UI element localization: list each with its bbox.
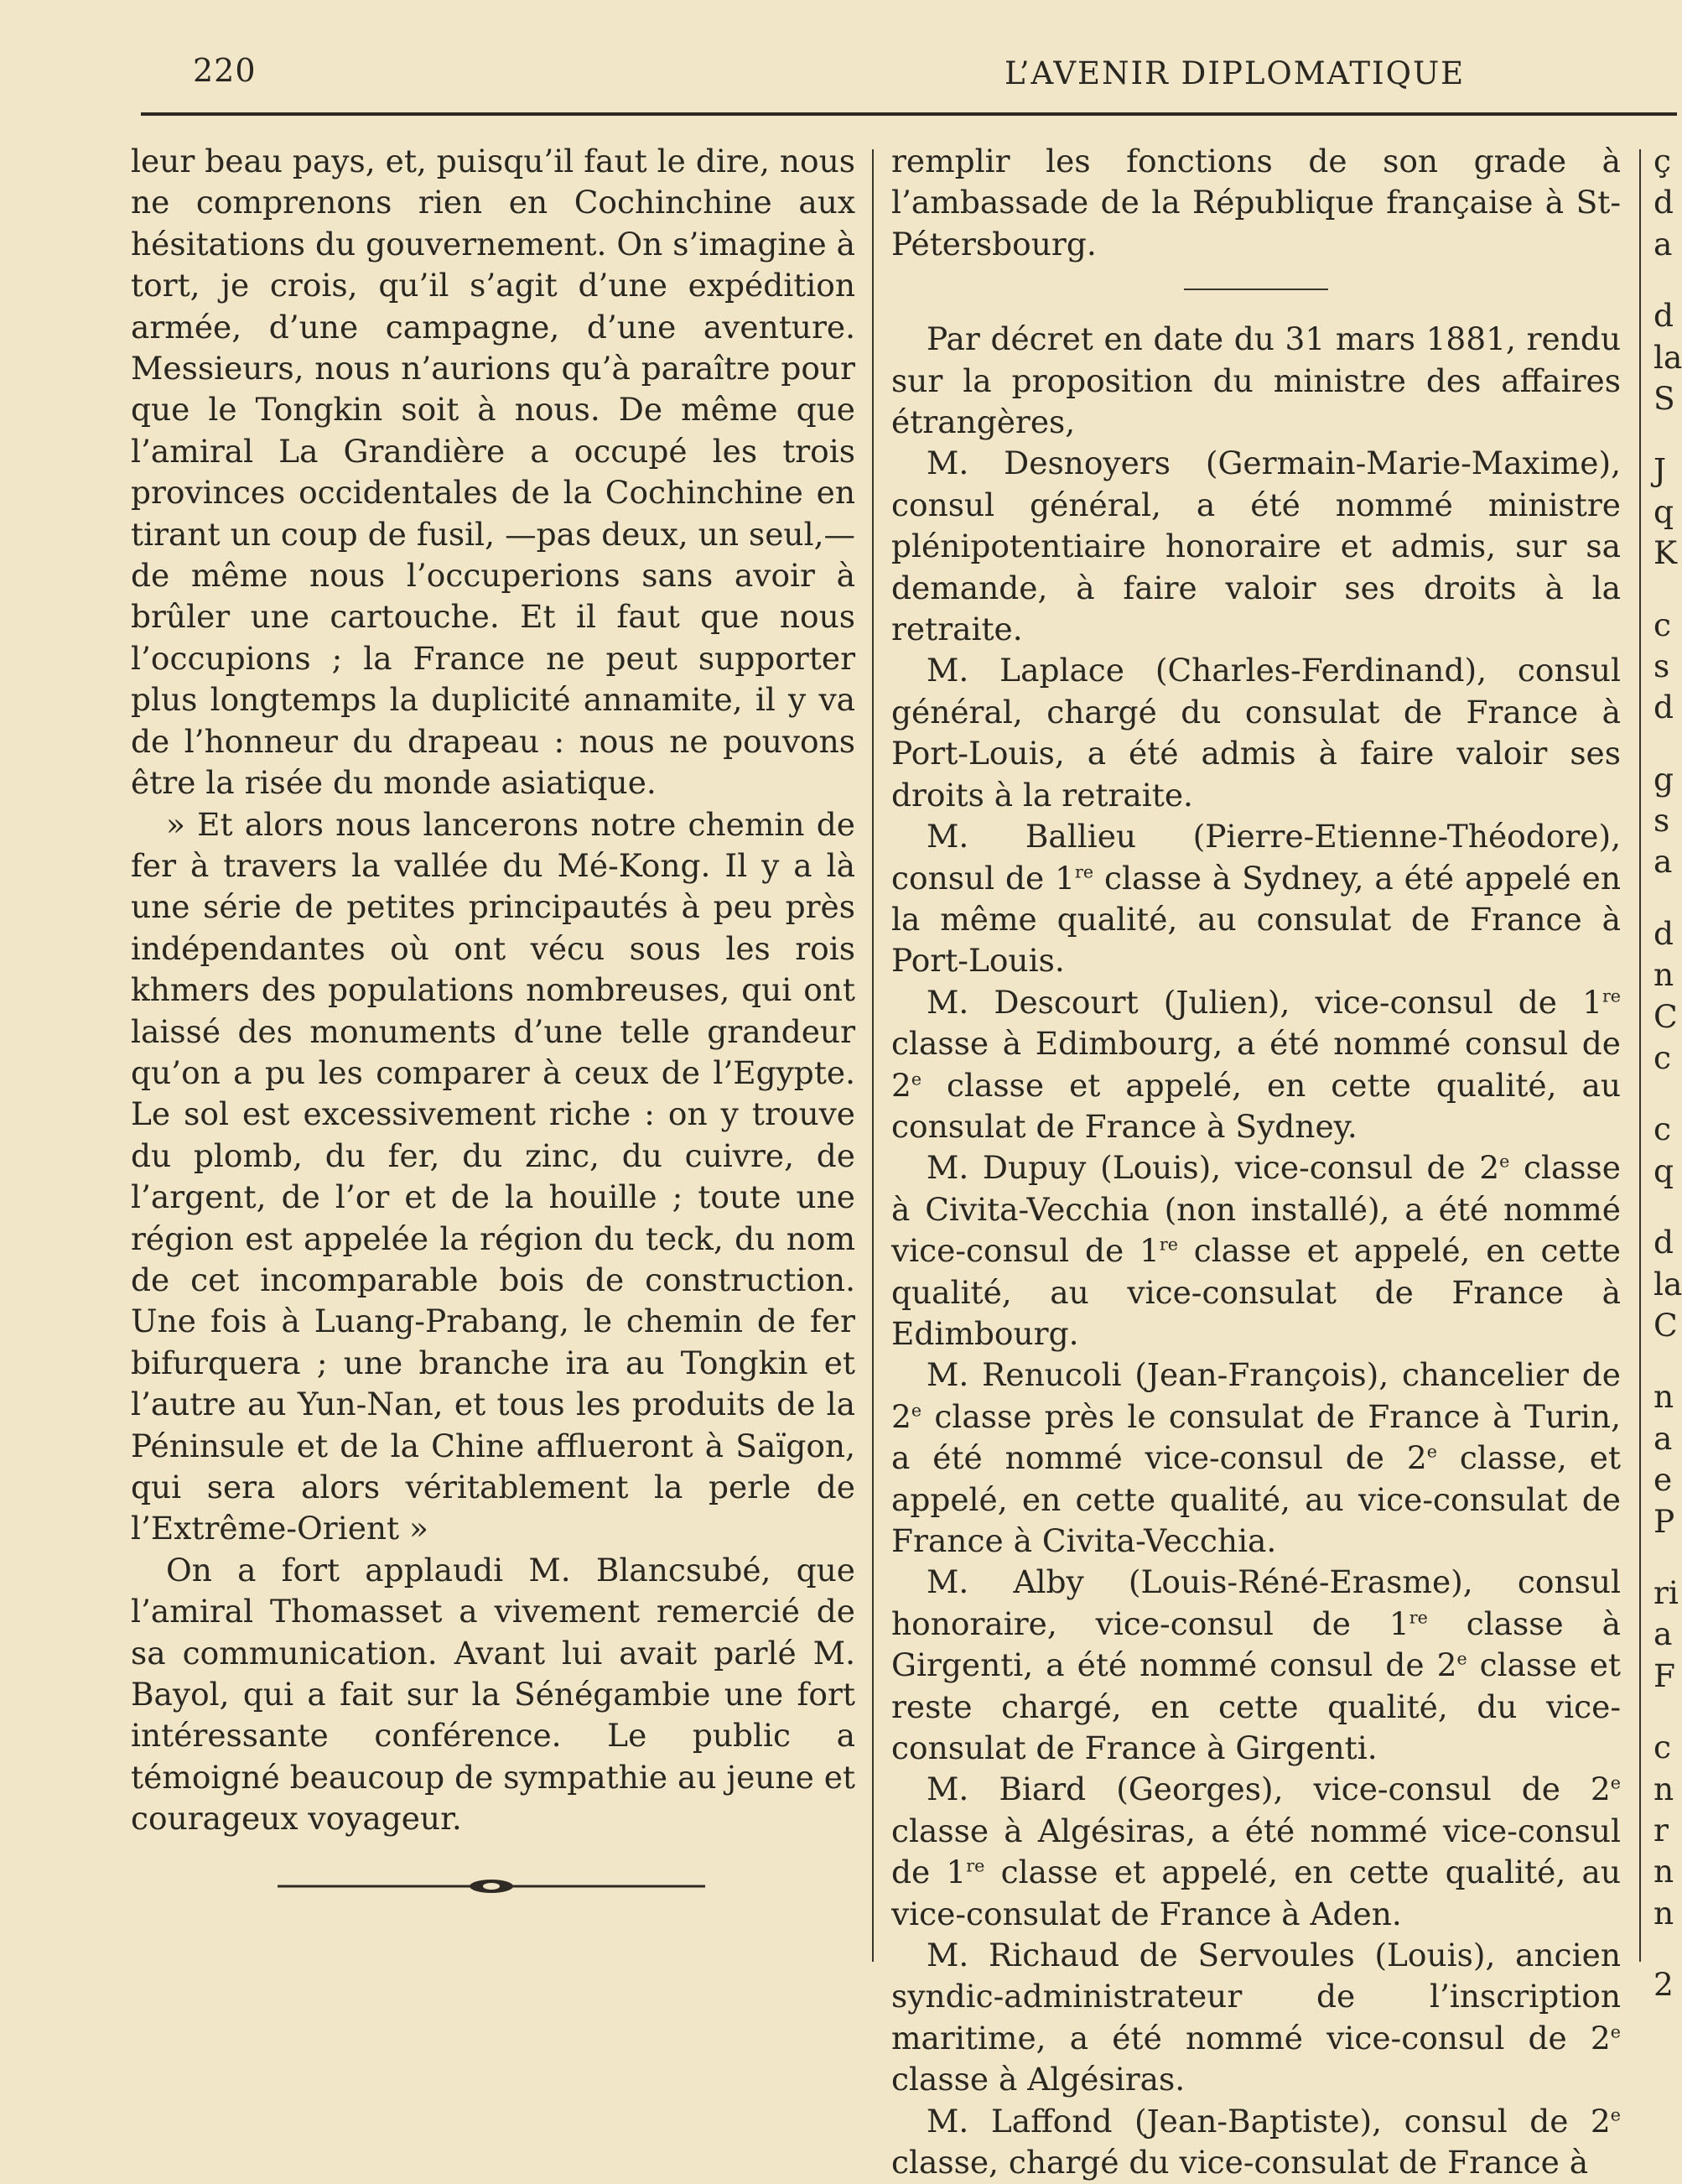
right-fragment: d — [1653, 914, 1674, 952]
left-column — [131, 141, 855, 1906]
right-fragment: C — [1653, 1306, 1678, 1344]
entry-dupuy: M. Dupuy (Louis), vice-consul de 2e classe à Civita-Vecchia (non installé), a été nommé vice-consul de 1re classe et appelé, en cette qualité, au vice-consulat de France à Edimbourg. — [891, 1149, 1621, 1352]
running-head-title: L’AVENIR DIPLOMATIQUE — [1005, 55, 1466, 91]
right-fragment: ri — [1653, 1573, 1679, 1611]
right-fragment — [1653, 1346, 1677, 1376]
right-fragment: q — [1653, 492, 1674, 530]
header-rule — [141, 112, 1677, 116]
right-fragment: n — [1653, 1378, 1674, 1416]
right-fragment: d — [1653, 689, 1674, 726]
left-paragraph-1: leur beau pays, et, puisqu’il faut le dire, nous ne comprenons rien en Cochinchine aux hésitations du gouvernement. On s’imagine à tort, je crois, qu’il s’agit d’une expédition armée, d’une campagne, d’une aventure. Messieurs, nous n’aurions qu’à paraître pour que le Tongkin soit à nous. De même que l’amiral La Grandière a occupé les trois provinces occidentales de la Cochinchine en tirant un coup de fusil, —pas deux, un seul,—de même nous l’occuperions sans avoir à brûler une cartouche. Et il faut que nous l’occupions ; la France ne peut supporter plus longtemps la duplicité annamite, il y va de l’honneur du drapeau : nous ne pouvons être la risée du monde asiatique. — [131, 143, 855, 802]
right-fragment: n — [1653, 1853, 1674, 1890]
right-fragment: K — [1653, 534, 1678, 572]
right-fragment: c — [1653, 1729, 1672, 1766]
right-fragment: s — [1653, 802, 1670, 840]
column-divider-left — [872, 149, 874, 1962]
page-number: 220 — [193, 52, 257, 89]
right-fragment: n — [1653, 1770, 1674, 1807]
right-fragment: g — [1653, 760, 1674, 798]
entry-renucoli: M. Renucoli (Jean-François), chancelier de 2e classe près le consulat de France à Turin, a été nommé vice-consul de 2e classe, et appelé, en cette qualité, au vice-consulat de France à Civita-Vecchia. — [891, 1356, 1621, 1559]
right-fragment: d — [1653, 1224, 1674, 1261]
right-fragment: a — [1653, 1419, 1673, 1457]
right-fragment: d — [1653, 297, 1674, 335]
right-fragment: ç — [1653, 143, 1672, 179]
entry-laplace: M. Laplace (Charles-Ferdinand), consul général, chargé du consulat de France à Port-Louis, a été admis à faire valoir ses droits à la retraite. — [891, 652, 1621, 814]
entry-richaud: M. Richaud de Servoules (Louis), ancien syndic-administrateur de l’inscription maritime, a été nommé vice-consul de 2e classe à Algésiras. — [891, 1937, 1621, 2098]
middle-column — [891, 141, 1621, 2184]
right-fragment: P — [1653, 1502, 1675, 1540]
right-fragment: S — [1653, 379, 1675, 417]
right-fragment: F — [1653, 1656, 1676, 1694]
right-fragment — [1653, 419, 1677, 450]
right-fragment: e — [1653, 1461, 1673, 1499]
right-fragment — [1653, 265, 1677, 295]
entry-descourt: M. Descourt (Julien), vice-consul de 1re classe à Edimbourg, a été nommé consul de 2e classe et appelé, en cette qualité, au consulat de France à Sydney. — [891, 983, 1621, 1145]
decree-intro: Par décret en date du 31 mars 1881, rendu sur la proposition du ministre des affaires étrangères, — [891, 320, 1621, 441]
right-fragment: C — [1653, 997, 1678, 1035]
left-paragraph-3: On a fort applaudi M. Blancsubé, que l’amiral Thomasset a vivement remercié de sa communication. Avant lui avait parlé M. Bayol, qui a fait sur la Sénégambie une fort intéressante conférence. Le public a témoigné beaucoup de sympathie au jeune et courageux voyageur. — [131, 1551, 855, 1838]
right-fragment: s — [1653, 647, 1670, 684]
section-rule — [1184, 289, 1328, 290]
column-divider-right — [1639, 149, 1641, 1962]
right-fragment — [1653, 575, 1677, 605]
entry-ballieu: M. Ballieu (Pierre-Etienne-Théodore), consul de 1re classe à Sydney, a été appelé en la même qualité, au consulat de France à Port-Louis. — [891, 818, 1621, 980]
right-fragment: q — [1653, 1152, 1674, 1189]
right-fragment: a — [1653, 843, 1673, 881]
entry-laffond: M. Laffond (Jean-Baptiste), consul de 2e classe, chargé du vice-consulat de France à — [891, 2102, 1621, 2181]
right-fragment — [1653, 1542, 1677, 1573]
right-fragment: a — [1653, 1615, 1673, 1653]
right-fragment: J — [1653, 451, 1667, 489]
entry-desnoyers: M. Desnoyers (Germain-Marie-Maxime), consul général, a été nommé ministre plénipotentiaire honoraire et admis, sur sa demande, à faire valoir ses droits à la retraite. — [891, 445, 1621, 648]
right-fragment — [1653, 1697, 1677, 1727]
entry-alby: M. Alby (Louis-Réné-Erasme), consul honoraire, vice-consul de 1re classe à Girgenti, a été nommé consul de 2e classe et reste chargé, en cette qualité, du vice-consulat de France à Girgenti. — [891, 1563, 1621, 1767]
right-fragment — [1653, 883, 1677, 913]
right-fragment — [1653, 1934, 1677, 1964]
entry-biard: M. Biard (Georges), vice-consul de 2e classe à Algésiras, a été nommé vice-consul de 1re classe et appelé, en cette qualité, au vice-consulat de France à Aden. — [891, 1771, 1621, 1932]
right-fragment — [1653, 1192, 1677, 1222]
right-fragment: la — [1653, 1265, 1682, 1303]
right-fragment — [1653, 1079, 1677, 1109]
right-fragment: c — [1653, 1039, 1672, 1077]
middle-paragraph-1: remplir les fonctions de son grade à l’ambassade de la République française à St-Pétersbourg. — [891, 143, 1621, 263]
right-fragment: n — [1653, 956, 1674, 994]
right-fragment: c — [1653, 606, 1672, 643]
right-fragment: n — [1653, 1894, 1674, 1932]
right-fragment: 2 — [1653, 1966, 1674, 2004]
right-fragment: d — [1653, 184, 1674, 221]
right-column-clipped — [1653, 141, 1682, 2005]
right-fragment: la — [1653, 338, 1682, 376]
right-fragment — [1653, 729, 1677, 759]
right-fragment: r — [1653, 1811, 1669, 1849]
ornament-divider — [278, 1877, 705, 1895]
left-paragraph-2: » Et alors nous lancerons notre chemin de fer à travers la vallée du Mé-Kong. Il y a là une série de petites principautés à peu près indépendantes où ont vécu sous les rois khmers des populations nombreuses, qui ont laissé des monuments d’une telle grandeur qu’on a pu les comparer à ceux de l’Egypte. Le sol est excessivement riche : on y trouve du plomb, du fer, du zinc, du cuivre, de l’argent, de l’or et de la houille ; toute une région est appelée la région du teck, du nom de cet incomparable bois de construction. Une fois à Luang-Prabang, le chemin de fer bifurquera ; une branche ira au Tongkin et l’autre au Yun-Nan, et tous les produits de la Péninsule et de la Chine afflueront à Saïgon, qui sera alors véritablement la perle de l’Extrême-Orient » — [131, 805, 855, 1547]
right-fragment: c — [1653, 1110, 1672, 1148]
right-fragment: a — [1653, 225, 1673, 263]
